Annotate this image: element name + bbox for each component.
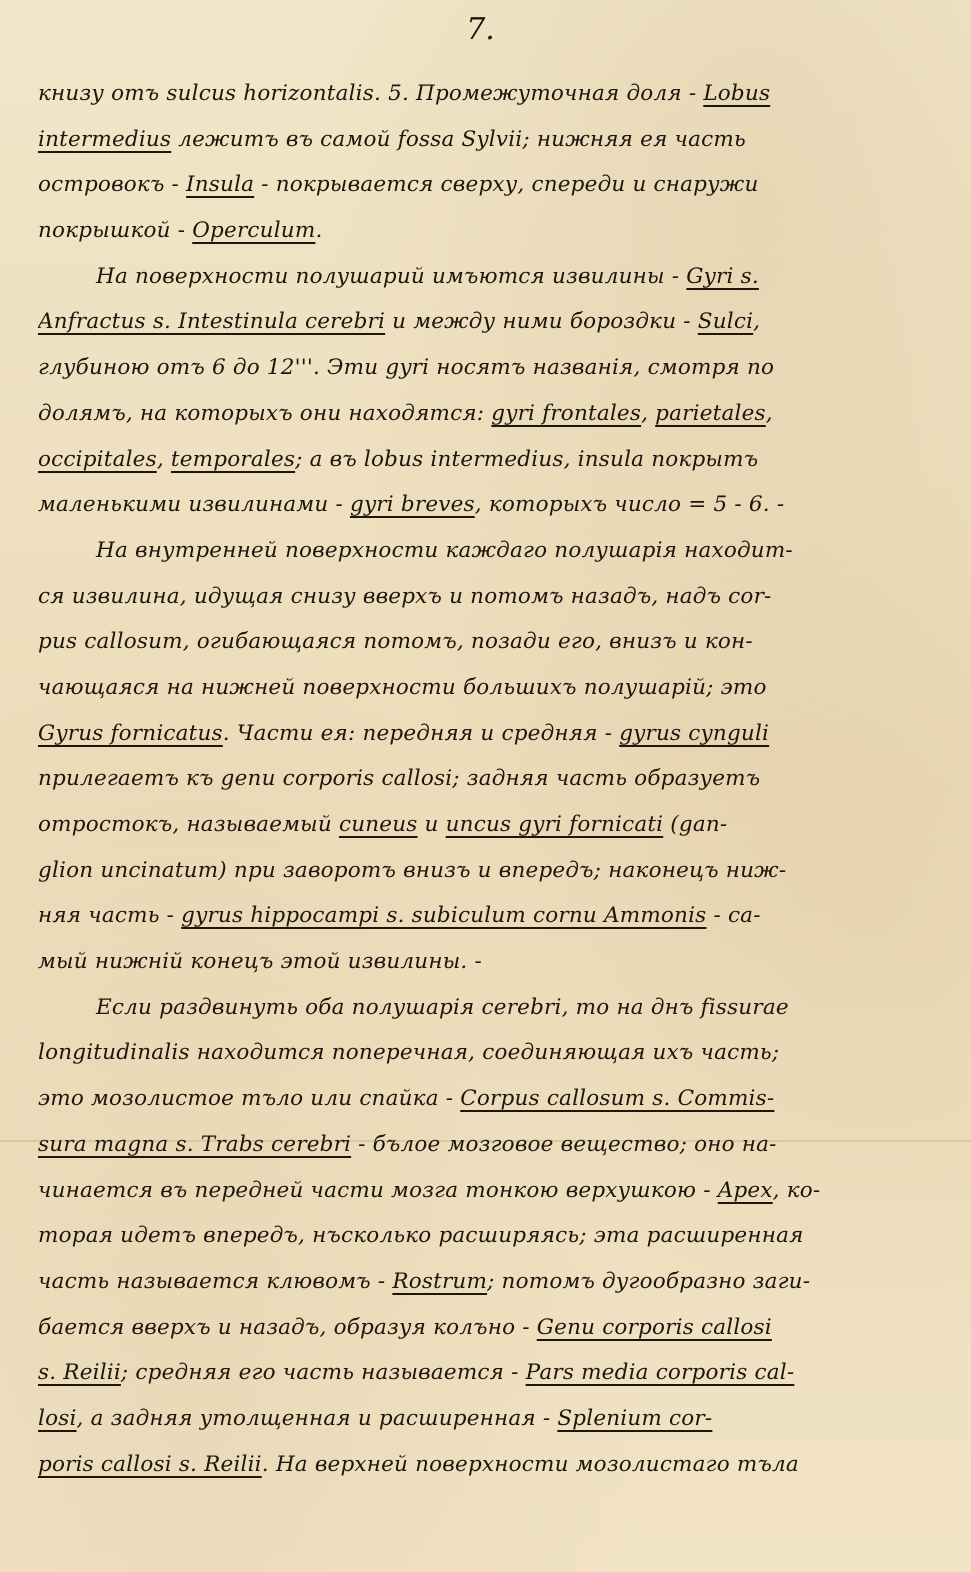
text-line	[38, 391, 918, 437]
underlined-term: Apex	[717, 1177, 773, 1203]
text-line	[38, 939, 918, 985]
text-line	[38, 117, 918, 163]
text-line	[38, 299, 918, 345]
underlined-term: cuneus	[338, 812, 418, 837]
text-line	[38, 1259, 918, 1305]
text-segment: долямъ, на которыхъ они находятся:	[38, 400, 492, 426]
text-segment: лежитъ въ самой fossa Sylvii; нижняя ея часть	[171, 126, 746, 152]
text-line	[38, 665, 918, 711]
text-segment: longitudinalis находится поперечная, соединяющая ихъ часть;	[38, 1040, 780, 1066]
text-segment: и между ними бороздки -	[385, 309, 698, 335]
text-segment: покрышкой -	[38, 218, 193, 244]
text-segment: ; средняя его часть называется -	[120, 1360, 526, 1386]
underlined-term: gyri breves	[349, 492, 475, 518]
text-line	[38, 1350, 918, 1396]
handwritten-text-body	[38, 71, 918, 1487]
underlined-term: Gyri s.	[686, 263, 759, 289]
underlined-term: temporales	[170, 446, 296, 472]
text-line	[38, 711, 918, 757]
underlined-term: s. Reilii	[38, 1360, 121, 1386]
text-segment: . Части ея: передняя и средняя -	[222, 720, 620, 746]
text-segment: . На верхней поверхности мозолистаго тъла	[261, 1451, 799, 1477]
underlined-term: Pars media corporis cal-	[525, 1360, 795, 1386]
underlined-term: gyrus hippocampi s. subiculum cornu Ammonis	[181, 903, 707, 929]
underlined-term: occipitales	[38, 446, 157, 472]
text-segment: глубиною отъ 6 до 12'''. Эти gyri носятъ названія, смотря по	[38, 355, 775, 381]
text-line	[38, 162, 918, 208]
text-line	[38, 254, 918, 300]
underlined-term: uncus gyri fornicati	[445, 812, 664, 837]
underlined-term: Genu corporis callosi	[536, 1314, 772, 1340]
text-segment: ,	[156, 446, 171, 472]
text-line	[38, 71, 918, 117]
text-segment: мый нижній конецъ этой извилины. -	[38, 949, 482, 975]
text-segment: ; а въ lobus intermedius, insula покрытъ	[295, 446, 759, 472]
text-segment: чающаяся на нижней поверхности большихъ полушарій; это	[38, 674, 767, 700]
underlined-term: Splenium cor-	[557, 1405, 713, 1431]
text-segment: , ко-	[772, 1177, 821, 1203]
text-segment: островокъ -	[38, 172, 187, 198]
text-segment: - са-	[706, 903, 761, 929]
text-segment: часть называется клювомъ -	[38, 1268, 393, 1294]
text-segment: , которыхъ число = 5 - 6. -	[474, 492, 785, 518]
text-segment: - бълое мозговое вещество; оно на-	[351, 1131, 777, 1157]
text-line	[38, 437, 918, 483]
text-line	[38, 1030, 918, 1076]
text-segment: торая идетъ впередъ, нъсколько расширяясь; эта расширенная	[38, 1223, 804, 1249]
text-segment: ,	[641, 400, 656, 426]
text-segment: .	[315, 218, 323, 244]
underlined-term: sura magna s. Trabs cerebri	[38, 1131, 352, 1157]
underlined-term: Rostrum	[392, 1268, 488, 1294]
text-line	[38, 985, 918, 1031]
underlined-term: Insula	[186, 172, 255, 198]
text-line	[38, 574, 918, 620]
underlined-term: intermedius	[38, 126, 172, 152]
underlined-term: Operculum	[192, 218, 316, 244]
text-segment: pus callosum, огибающаяся потомъ, позади его, внизъ и кон-	[38, 629, 753, 655]
text-segment: бается вверхъ и назадъ, образуя колъно -	[38, 1314, 537, 1340]
text-segment: glion uncinatum) при заворотъ внизъ и впередъ; наконецъ ниж-	[38, 857, 787, 883]
text-line	[38, 893, 918, 939]
text-segment: и	[417, 812, 446, 837]
text-segment: прилегаетъ къ genu corporis callosi; задняя часть образуетъ	[38, 766, 761, 792]
text-segment: ,	[765, 400, 773, 426]
text-line	[38, 1122, 918, 1168]
underlined-term: gyrus cynguli	[619, 720, 770, 746]
text-segment: ся извилина, идущая снизу вверхъ и потомъ назадъ, надъ cor-	[38, 583, 772, 609]
underlined-term: Gyrus fornicatus	[38, 720, 223, 746]
text-line	[38, 848, 918, 894]
text-segment: На поверхности полушарий имъются извилины -	[96, 263, 687, 289]
text-line	[38, 1076, 918, 1122]
text-segment: ,	[753, 309, 761, 335]
text-segment: Если раздвинуть оба полушарія cerebri, то на днъ fissurae	[96, 994, 789, 1020]
text-line	[38, 1168, 918, 1214]
underlined-term: gyri frontales	[491, 400, 642, 426]
text-line	[38, 345, 918, 391]
text-line	[38, 1396, 918, 1442]
underlined-term: Lobus	[703, 81, 771, 106]
text-line	[38, 802, 918, 848]
underlined-term: Corpus callosum s. Commis-	[460, 1086, 775, 1112]
page-number: 7.	[466, 12, 495, 47]
text-line	[38, 1305, 918, 1351]
text-line	[38, 528, 918, 574]
text-line	[38, 756, 918, 802]
text-segment: это мозолистое тъло или спайка -	[38, 1086, 461, 1112]
text-line	[38, 619, 918, 665]
text-line	[38, 1213, 918, 1259]
text-line	[38, 208, 918, 254]
text-line	[38, 1442, 918, 1488]
text-segment: , а задняя утолщенная и расширенная -	[76, 1405, 558, 1431]
underlined-term: Anfractus s. Intestinula cerebri	[38, 309, 386, 335]
text-segment: няя часть -	[38, 903, 182, 929]
underlined-term: Sulci	[697, 309, 754, 335]
text-segment: На внутренней поверхности каждаго полушарія находит-	[96, 537, 793, 563]
text-segment: маленькими извилинами -	[38, 492, 350, 518]
text-segment: книзу отъ sulcus horizontalis. 5. Промежуточная доля -	[38, 81, 704, 106]
underlined-term: poris callosi s. Reilii	[38, 1451, 262, 1477]
text-segment: чинается въ передней части мозга тонкою верхушкою -	[38, 1177, 718, 1203]
underlined-term: losi	[38, 1405, 77, 1431]
underlined-term: parietales	[655, 400, 766, 426]
text-segment: отростокъ, называемый	[38, 812, 339, 837]
text-segment: (gan-	[663, 812, 728, 837]
text-line	[38, 482, 918, 528]
text-segment: - покрывается сверху, спереди и снаружи	[254, 172, 759, 198]
text-segment: ; потомъ дугообразно заги-	[487, 1268, 811, 1294]
